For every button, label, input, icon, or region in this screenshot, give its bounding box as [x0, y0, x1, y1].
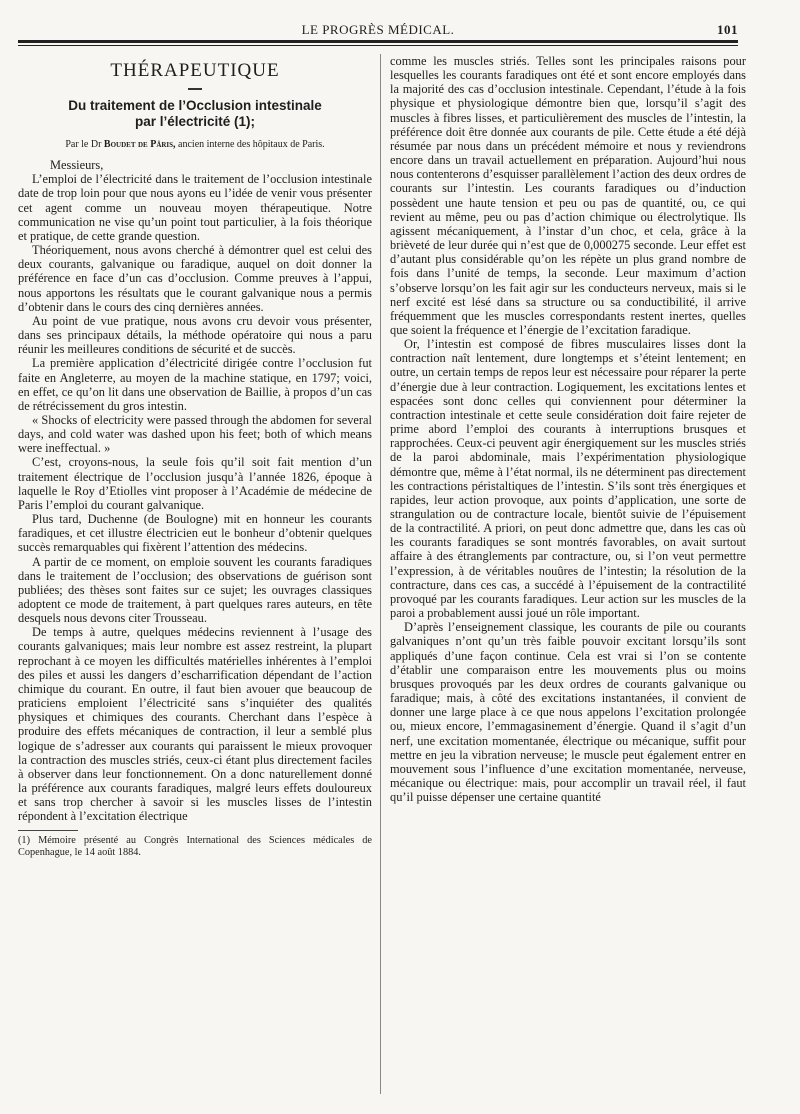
salutation: Messieurs,	[50, 158, 104, 173]
paragraph: A partir de ce moment, on emploie souvent les courants faradiques dans le traitement de l’occlusion; des observations de guérison sont publiées; des thèses sont faites sur ce sujet; les ouvrages classiques adoptent ce mode de traitement, à part quelques rares auteurs, en tête desquels nous devons citer Trousseau.	[18, 554, 372, 626]
byline-prefix: Par le Dr	[65, 139, 102, 150]
left-column	[18, 54, 372, 1094]
paragraph-quote: « Shocks of electricity were passed through the abdomen for several days, and cold water was dashed upon his feet; both of which means were ineffectual. »	[18, 412, 372, 456]
paragraph: comme les muscles striés. Telles sont les principales raisons pour lesquelles les courants faradiques ont été et sont encore employés dans la majorité des cas d’occlusion intestinale. Cependant, l’étude à la fois physique et physiologique démontre bien que, lorsqu’il s’agit des muscles à fibres lisses, et particulièrement des muscles de l’intestin, la préférence doit être donnée aux courants de pile. Cette étude a été déjà résumée par nous dans un précédent mémoire et nous y reviendrons encore dans un travail actuellement en préparation. Aujourd’hui nous nous contenterons d’esquisser parallèlement l’action des deux ordres de courants sur l’intestin. Les courants faradiques ou d’induction possèdent une haute tension et peu ou pas de quantité, ou, ce qui revient au même, peu ou pas d’action chimique ou électrolytique. Ils agissent mécaniquement, à l’instar d’un choc, et cela, grâce à la brièveté de leur durée qui n’est que de 0,000275 seconde. Leur effet est d’autant plus considérable qu’on les répète un plus grand nombre de fois dans l’unité de temps, la seconde. Leur maximum d’action s’observe lorsqu’on les fait agir sur les conducteurs nerveux, mais si le nerf excité est lésé dans sa structure ou sa conductibilité, il arrive fréquemment que les muscles correspondants restent inertes, quelles que soient la fréquence et l’énergie de l’excitation faradique.	[390, 54, 746, 337]
page-number: 101	[717, 22, 738, 37]
paragraph: La première application d’électricité dirigée contre l’occlusion fut faite en Angleterre, au moyen de la machine statique, en 1797; voici, en effet, ce qu’on lit dans une observation de Baillie, à propos d’un cas de rétrécissement du gros intestin.	[18, 356, 372, 413]
author-name: Boudet de Pâris,	[103, 139, 176, 150]
paragraph: Or, l’intestin est composé de fibres musculaires lisses dont la contraction naît lentement, dure longtemps et s’éteint lentement; en outre, un certain temps de repos leur est nécessaire pour réparer la perte d’énergie due à leur contraction. Logiquement, les excitations lentes et espacées sont donc celles qui conviennent pour déterminer la contraction intestinale et cette seule considération doit faire rejeter de prime abord l’emploi des courants à interruptions brusques et rapprochées. Ceux-ci peuvent agir énergiquement sur les muscles striés de la paroi abdominale, mais l’expérimentation physiologique démontre que, même à l’état normal, ils ne déterminent pas directement les contractions péristaltiques de l’intestin. S’ils sont très énergiques et rapides, leur action provoque, aux points d’application, une sorte de strangulation ou de contracture locale, bientôt suivie de l’épuisement de la contractilité. A priori, on peut donc admettre que, dans les cas où les courants faradiques se sont montrés favorables, on avait surtout affaire à des étranglements par contracture, ou, si l’on veut permettre l’expression, à de véritables nouûres de l’intestin; la résolution de la contracture, dans ces cas, a succédé à l’épuisement de la contractilité provoqué par les courants faradiques. Leur action sur les muscles de la paroi a probablement aussi joué un rôle important.	[390, 337, 746, 621]
journal-title: LE PROGRÈS MÉDICAL.	[301, 22, 455, 37]
paragraph: L’emploi de l’électricité dans le traitement de l’occlusion intestinale date de trop loin pour que nous ayons eu l’idée de venir vous présenter cet agent comme un nouveau moyen thérapeutique. Notre communication ne vise qu’un point tout particulier, à la fois théorique et pratique, de cette grande question.	[18, 172, 372, 243]
header-rule-thin	[18, 45, 738, 46]
byline	[18, 138, 372, 152]
page-header	[18, 22, 738, 38]
byline-suffix: ancien interne des hôpitaux de Paris.	[178, 139, 325, 150]
paragraph: Plus tard, Duchenne (de Boulogne) mit en honneur les courants faradiques, et cet illustre électricien eut le bonheur d’obtenir quelques succès remarquables qui fixèrent l’attention des médecins.	[18, 512, 372, 555]
column-divider	[380, 54, 381, 1094]
paragraph: Au point de vue pratique, nous avons cru devoir vous présenter, dans ses principaux détails, la méthode opératoire qui nous a paru réunir les meilleures conditions de sécurité et de succès.	[18, 313, 372, 357]
paragraph: Théoriquement, nous avons cherché à démontrer quel est celui des deux courants, galvanique ou faradique, auquel on doit donner la préférence en face d’un cas d’occlusion. Comme preuves à l’appui, nous apportons les résultats que le courant galvanique nous a permis d’obtenir dans le cours des cinq dernières années.	[18, 243, 372, 314]
right-column	[390, 54, 746, 1094]
header-rule-thick	[18, 40, 738, 43]
footnote-rule	[18, 830, 78, 831]
footnote: (1) Mémoire présenté au Congrès International des Sciences médicales de Copenhague, le 14 août 1884.	[18, 834, 372, 858]
section-title: THÉRAPEUTIQUE	[110, 60, 280, 81]
article-title	[18, 98, 372, 130]
paragraph: De temps à autre, quelques médecins reviennent à l’usage des courants galvaniques; mais leur nombre est assez restreint, la plupart reprochant à ce moyen les difficultés matérielles inhérentes à l’emploi des piles et aussi les dangers d’escharrification dépendant de l’action chimique du courant. En outre, il faut bien avouer que beaucoup de praticiens emploient l’électricité sans s’inquiéter des qualités physiques et chimiques des courants. Cherchant dans l’espèce à produire des effets mécaniques de contraction, il leur a semblé plus logique de s’adresser aux courants qui paraissent le mieux provoquer la contraction des muscles striés, ceux-ci étant plus directement faciles à observer dans leur fonctionnement. On a donc naturellement donné la préférence aux courants faradiques, malgré leurs effets douloureux et sans trop chercher à savoir si les muscles lisses de l’intestin répondent à l’excitation électrique	[18, 625, 372, 824]
article-title-line2: par l’électricité (1);	[134, 114, 256, 129]
paragraph: C’est, croyons-nous, la seule fois qu’il soit fait mention d’un traitement électrique de l’occlusion jusqu’à l’année 1826, époque à laquelle le Roy d’Etiolles vint proposer à l’Académie de médecine de Paris l’emploi du courant galvanique.	[18, 455, 372, 512]
title-dash	[188, 88, 202, 90]
article-title-line1: Du traitement de l’Occlusion intestinale	[68, 98, 322, 113]
paragraph: D’après l’enseignement classique, les courants de pile ou courants galvaniques n’ont qu’un très faible pouvoir excitant lorsqu’ils sont appliqués d’une façon continue. Cela est vrai si l’on se contente d’établir une comparaison entre les mouvements plus ou moins brusques provoqués par les deux ordres de courants galvanique ou faradique; mais, à côté des excitations instantanées, il convient de donner une large place à ce que nous appelons l’excitation prolongée ou, mieux encore, l’emmagasinement d’énergie. Quand il s’agit d’un nerf, une excitation momentanée, électrique ou mécanique, suffit pour mettre en jeu la vibration nerveuse; le muscle peut également entrer en mouvement sous l’influence d’une excitation momentanée, nerveuse, mécanique ou électrique: mais, pour accomplir un travail réel, il faut qu’il puisse dépenser une certaine quantité	[390, 620, 746, 805]
